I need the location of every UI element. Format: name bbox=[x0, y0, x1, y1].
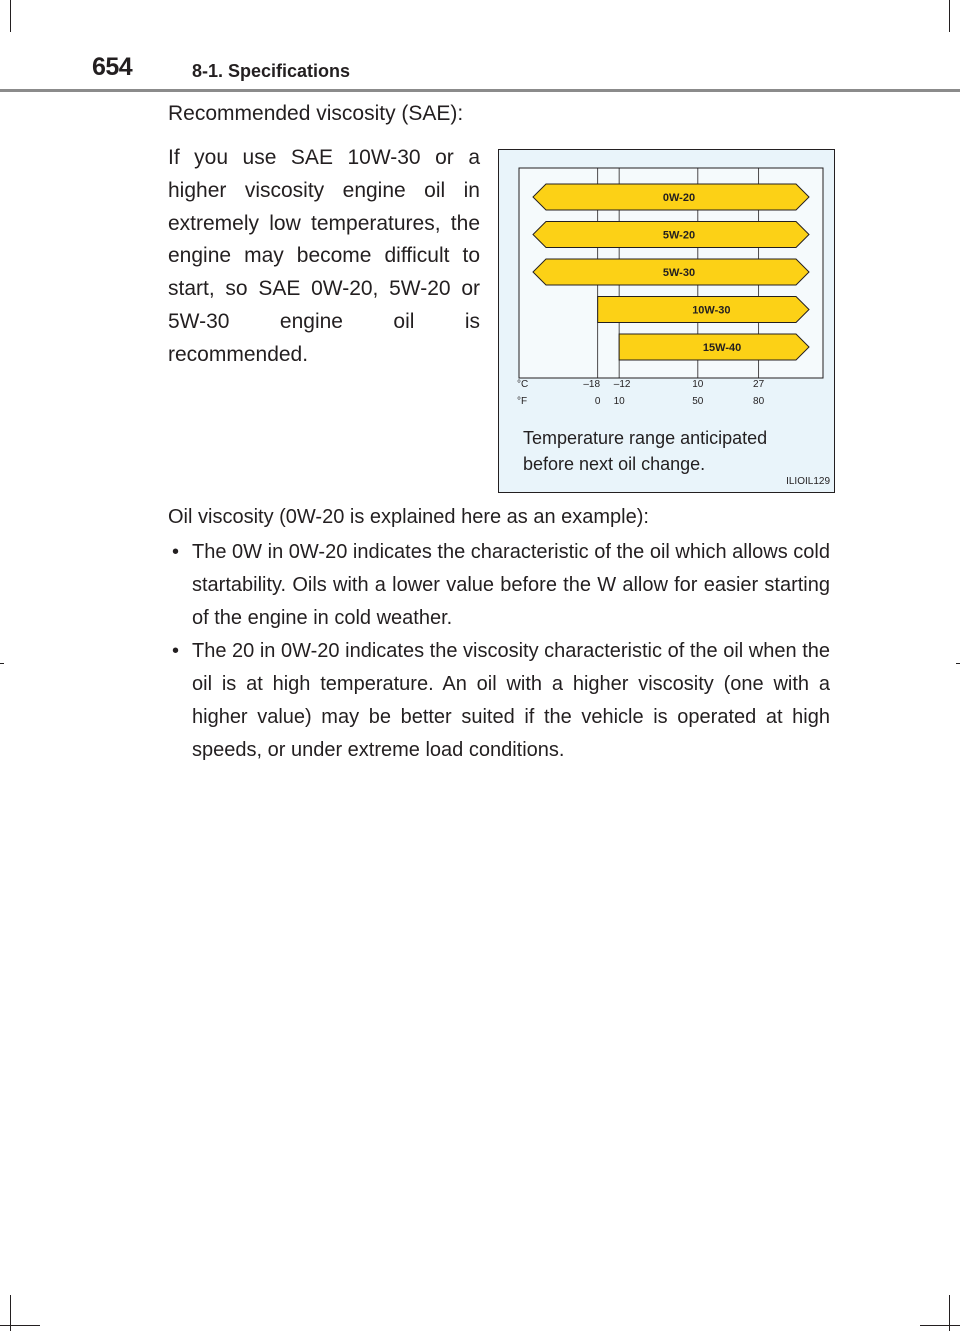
axis-tick-label: 0 bbox=[594, 396, 601, 407]
axis-tick-label: 80 bbox=[753, 396, 765, 407]
list-item bbox=[168, 635, 830, 767]
section-title: 8-1. Specifications bbox=[192, 61, 351, 81]
axis-tick-label: 50 bbox=[692, 396, 704, 407]
crop-mark bbox=[0, 663, 4, 664]
explanation-heading: Oil viscosity (0W-20 is explained here as an example): bbox=[168, 506, 649, 528]
page-header bbox=[0, 0, 960, 100]
bullet-text: The 0W in 0W-20 indicates the characteristic of the oil which allows cold startability. Oils with a lower value before the W allow for easier starting of the engine in cold weather. bbox=[192, 541, 830, 629]
axis-unit-label: °C bbox=[517, 379, 529, 390]
crop-mark bbox=[0, 1325, 40, 1326]
oil-grade-label: 10W-30 bbox=[692, 304, 731, 317]
crop-mark bbox=[10, 1295, 11, 1331]
axis-unit-label: °F bbox=[517, 396, 528, 407]
explanation-list bbox=[168, 536, 830, 767]
oil-grade-label: 5W-30 bbox=[662, 267, 696, 279]
axis-tick-label: 10 bbox=[692, 379, 704, 390]
axis-tick-label: –12 bbox=[613, 379, 631, 390]
axis-tick-label: 27 bbox=[753, 379, 765, 390]
figure-caption-line-2: before next oil change. bbox=[523, 454, 706, 474]
bullet-text: The 20 in 0W-20 indicates the viscosity characteristic of the oil when the oil is at high temperature. An oil with a higher viscosity (one with a higher value) may be better suited if the vehicle is operated at high speeds, or under extreme load conditions. bbox=[192, 640, 830, 761]
crop-mark bbox=[956, 663, 960, 664]
page-number: 654 bbox=[92, 53, 133, 81]
recommended-viscosity-heading: Recommended viscosity (SAE): bbox=[168, 102, 464, 125]
figure-caption bbox=[523, 425, 767, 477]
bullet-icon: • bbox=[172, 640, 180, 662]
viscosity-figure bbox=[498, 149, 835, 493]
intro-paragraph: If you use SAE 10W-30 or a higher viscosity engine oil in extremely low temperatures, the engine may become difficult to start, so SAE 0W-20, 5W-20 or 5W-30 engine oil is recommended. bbox=[168, 146, 480, 366]
oil-grade-label: 15W-40 bbox=[702, 342, 742, 354]
oil-grade-label: 5W-20 bbox=[662, 229, 696, 242]
header-divider bbox=[0, 89, 960, 92]
axis-tick-label: –18 bbox=[583, 379, 601, 390]
figure-code: ILIOIL129 bbox=[786, 476, 830, 487]
figure-caption-line-1: Temperature range anticipated bbox=[523, 428, 768, 448]
oil-grade-label: 0W-20 bbox=[662, 192, 696, 204]
bullet-icon: • bbox=[172, 541, 180, 563]
crop-mark bbox=[949, 1295, 950, 1331]
list-item bbox=[168, 536, 830, 635]
crop-mark bbox=[920, 1325, 960, 1326]
axis-tick-label: 10 bbox=[613, 396, 625, 407]
